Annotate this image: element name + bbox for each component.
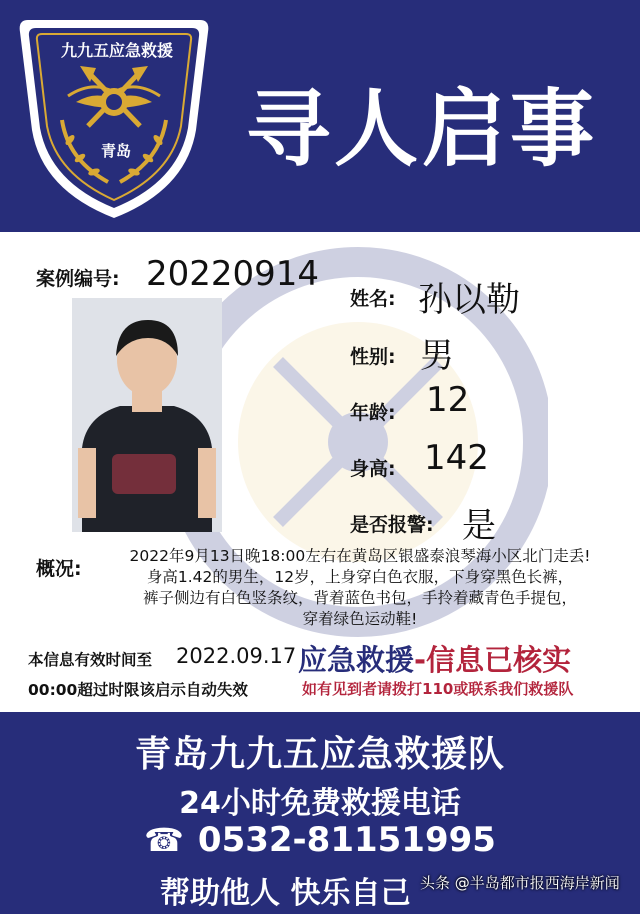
- missing-person-photo: [72, 298, 222, 532]
- summary-label: 概况:: [36, 558, 82, 580]
- summary-line: 身高1.42的男生，12岁，上身穿白色衣服，下身穿黑色长裤，: [146, 568, 574, 586]
- height-label: 身高:: [350, 458, 396, 480]
- validity-date: 2022.09.17: [176, 644, 297, 668]
- summary-line: 裤子侧边有白色竖条纹，背着蓝色书包，手拎着藏青色手提包，: [142, 589, 577, 607]
- verified-sep: -: [414, 643, 427, 677]
- verified-banner: [298, 638, 571, 679]
- phone-number[interactable]: 0532-81151995: [197, 820, 496, 860]
- age-value: 12: [426, 380, 470, 420]
- validity-text: 本信息有效时间至: [28, 651, 153, 669]
- page-title: 寻人启事: [245, 80, 598, 178]
- badge-org-text: 九九五应急救援: [60, 41, 173, 60]
- height-value: 142: [424, 438, 489, 478]
- summary-text: [90, 546, 630, 630]
- verified-status: 信息已核实: [426, 643, 572, 677]
- telephone-icon: ☎: [144, 821, 184, 859]
- notice-body: [0, 232, 640, 712]
- slogan: 帮助他人 快乐自己: [160, 876, 411, 911]
- gender-label: 性别:: [350, 346, 396, 368]
- phone-row: [0, 820, 640, 860]
- contact-note: 如有见到者请拨打110或联系我们救援队: [302, 680, 574, 698]
- police-reported-label: 是否报警:: [350, 514, 434, 536]
- header-banner: [0, 0, 640, 232]
- police-reported-value: 是: [462, 506, 496, 546]
- case-number-label: 案例编号:: [36, 268, 120, 290]
- summary-line: 穿着绿色运动鞋!: [302, 610, 418, 628]
- gender-value: 男: [420, 336, 454, 376]
- source-credit-watermark: 头条 @半岛都市报西海岸新闻: [420, 874, 620, 892]
- summary-line: 2022年9月13日晚18:00左右在黄岛区银盛泰浪琴海小区北门走丢!: [129, 547, 591, 565]
- badge-city-text: 青岛: [100, 142, 131, 160]
- validity-expiry-text: 00:00超过时限该启示自动失效: [28, 681, 248, 699]
- hotline-title: 24小时免费救援电话: [179, 786, 461, 821]
- name-label: 姓名:: [350, 288, 396, 310]
- team-name: 青岛九九五应急救援队: [134, 734, 505, 775]
- name-value: 孙以勒: [418, 280, 520, 320]
- age-label: 年龄:: [350, 402, 396, 424]
- case-number-value: 20220914: [146, 254, 320, 294]
- verified-org: 应急救援: [298, 643, 415, 677]
